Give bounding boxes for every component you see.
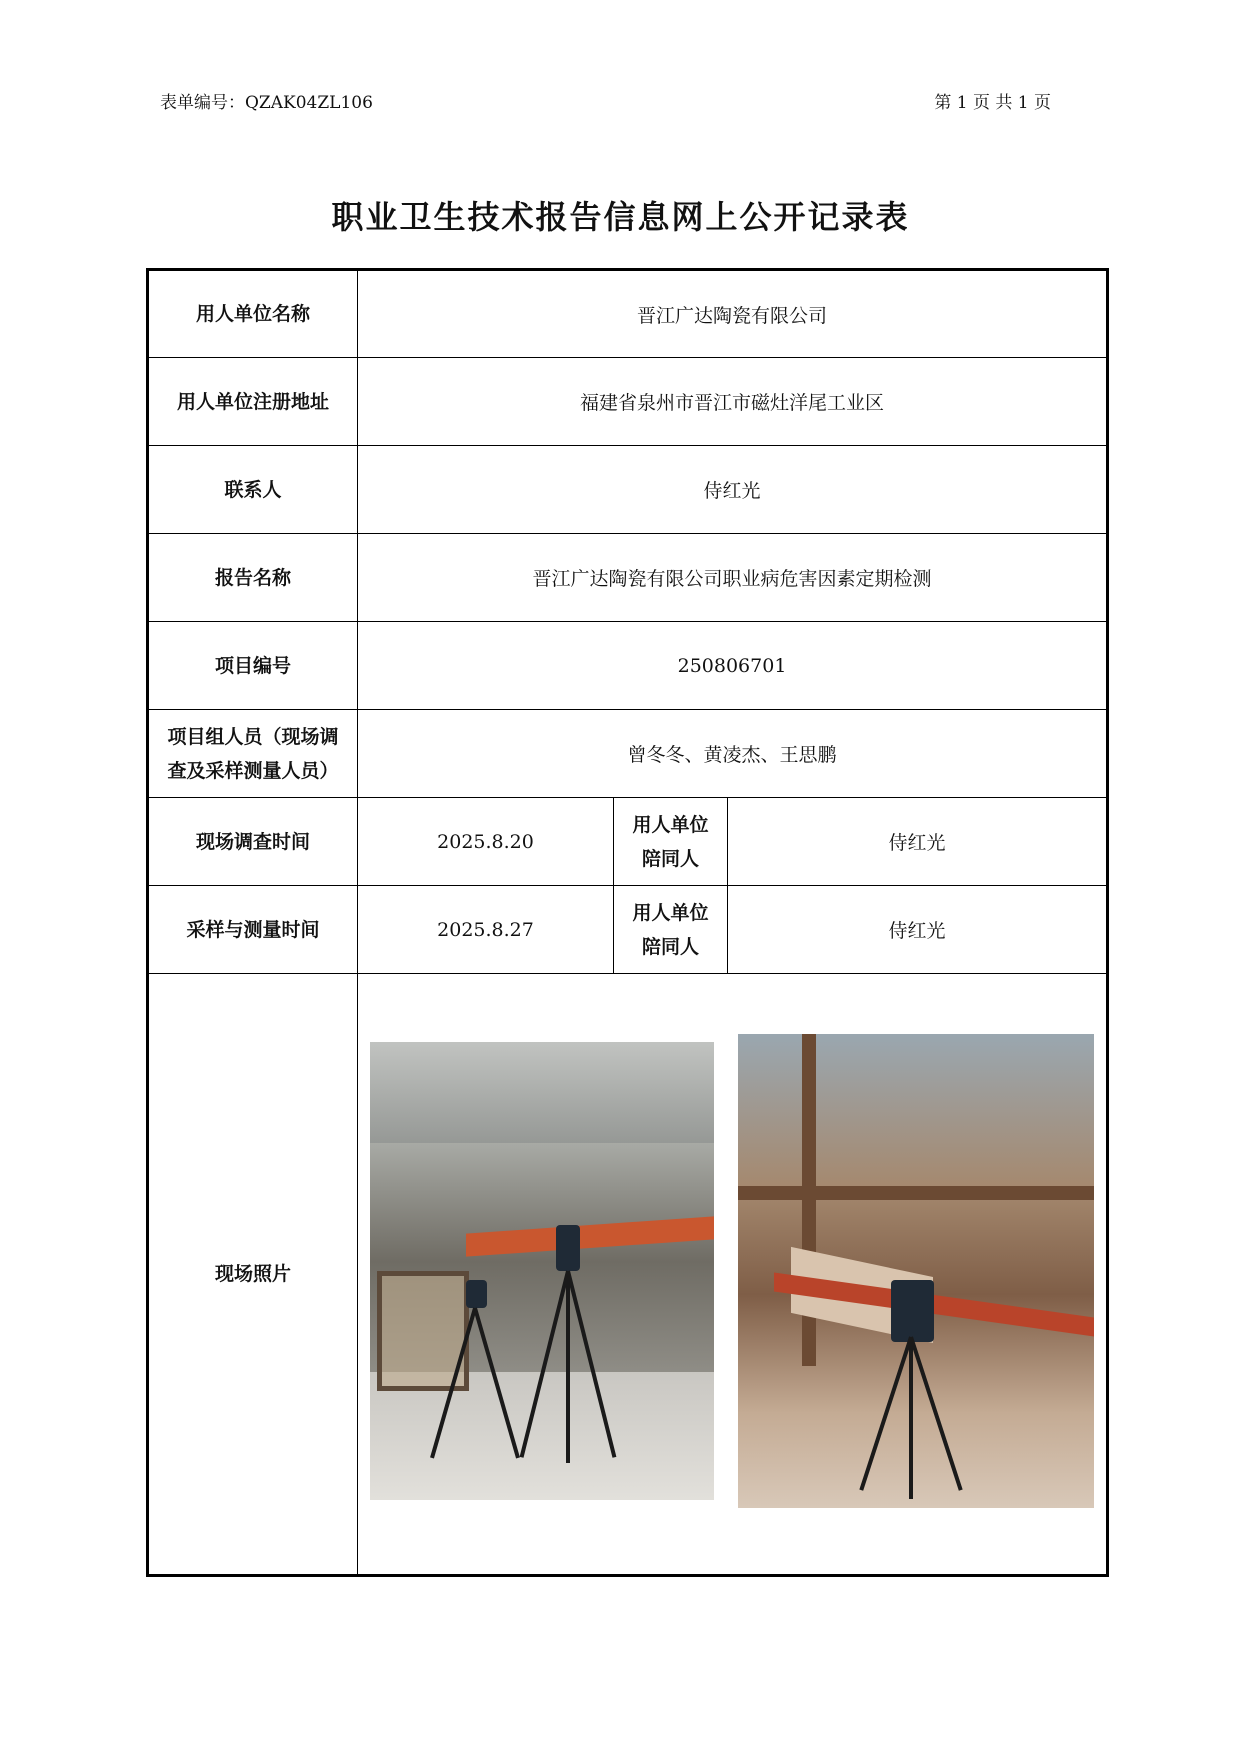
photo1-sound-meter [556,1225,580,1271]
project-number-label: 项目编号 [148,622,358,710]
survey-escort-value: 侍红光 [728,798,1108,886]
sampling-time-label: 采样与测量时间 [148,886,358,974]
contact-label: 联系人 [148,446,358,534]
photo2-tripod-leg [859,1337,913,1492]
photo1-conveyor-belt [466,1217,714,1257]
form-number: 表单编号：QZAK04ZL106 [160,93,373,113]
row-photos [148,974,1108,1576]
contact-value: 侍红光 [358,446,1108,534]
row-sampling-time [148,886,1108,974]
report-name-label: 报告名称 [148,534,358,622]
photo2-tripod-leg [909,1337,963,1492]
sampling-escort-value: 侍红光 [728,886,1108,974]
team-value: 曾冬冬、黄凌杰、王思鹏 [358,710,1108,798]
team-label-line2: 查及采样测量人员） [167,759,339,782]
photo1-ceiling [370,1042,714,1143]
row-project-number [148,622,1108,710]
address-value: 福建省泉州市晋江市磁灶洋尾工业区 [358,358,1108,446]
record-table [146,268,1109,1577]
employer-name-value: 晋江广达陶瓷有限公司 [358,270,1108,358]
survey-escort-label-line2: 陪同人 [641,847,699,870]
project-number-value: 250806701 [358,622,1108,710]
sampling-time-value: 2025.8.27 [358,886,614,974]
sampling-escort-label-line1: 用人单位 [632,901,709,924]
site-photo-1 [370,1042,714,1500]
site-photo-2 [738,1034,1094,1508]
survey-time-label: 现场调查时间 [148,798,358,886]
team-label [148,710,358,798]
address-label: 用人单位注册地址 [148,358,358,446]
employer-name-label: 用人单位名称 [148,270,358,358]
photo2-sound-meter [891,1280,934,1342]
row-address [148,358,1108,446]
row-employer-name [148,270,1108,358]
photos-cell [358,974,1108,1576]
photo2-tripod-leg [909,1337,913,1498]
row-survey-time [148,798,1108,886]
row-report-name [148,534,1108,622]
photo1-floor [370,1372,714,1500]
photo1-sampler [466,1280,487,1307]
survey-escort-label-line1: 用人单位 [632,813,709,836]
photo2-beam [738,1186,1094,1200]
page-title: 职业卫生技术报告信息网上公开记录表 [331,198,910,236]
report-name-value: 晋江广达陶瓷有限公司职业病危害因素定期检测 [358,534,1108,622]
team-label-line1: 项目组人员（现场调 [167,725,339,748]
row-contact [148,446,1108,534]
photos-label: 现场照片 [148,974,358,1576]
row-team [148,710,1108,798]
photo1-tripod-leg [566,1271,570,1463]
sampling-escort-label-line2: 陪同人 [641,935,699,958]
photos-container [358,974,1106,1574]
sampling-escort-label [614,886,728,974]
page-info: 第 1 页 共 1 页 [934,93,1051,113]
survey-escort-label [614,798,728,886]
survey-time-value: 2025.8.20 [358,798,614,886]
